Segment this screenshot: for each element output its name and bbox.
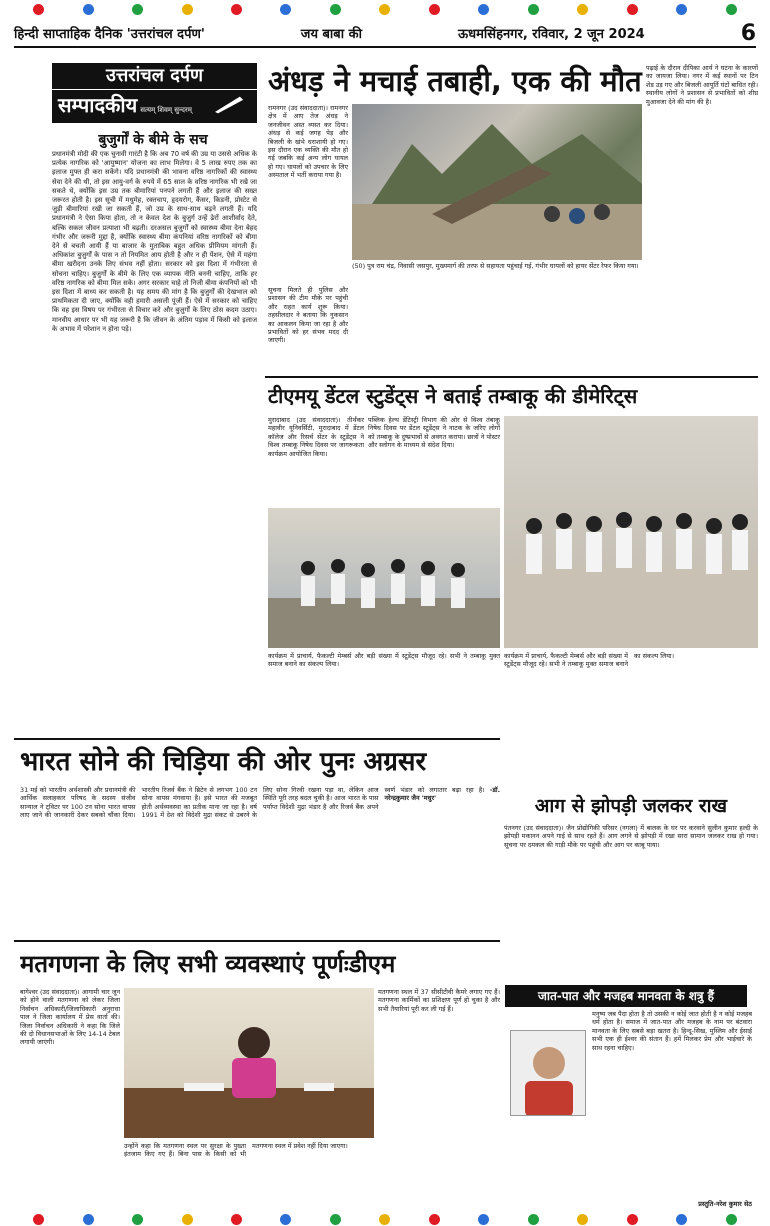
color-dot [280, 1214, 291, 1225]
color-strip-top [0, 0, 770, 18]
tmu-photo-1 [268, 508, 500, 648]
color-dot [726, 1214, 737, 1225]
pen-icon [210, 92, 250, 116]
color-dot [676, 4, 687, 15]
gold-signature: -डॉ. नरेन्द्रकुमार जैन 'मधुर' [384, 786, 500, 803]
color-dot [577, 4, 588, 15]
color-dot [726, 4, 737, 15]
color-dot [379, 1214, 390, 1225]
masthead-right: ऊधमसिंहनगर, रविवार, 2 जून 2024 [457, 27, 645, 42]
color-dot [83, 4, 94, 15]
gold-body: 31 मई को भारतीय अर्थशास्त्री और प्रधानमंत्री की आर्थिक सलाहकार परिषद के सदस्य संजीव सान्याल ने ट्विटर पर 100 टन सोना भारत वापस लाए जाने की जानकारी देकर सबको चौंका दिया। भारतीय रिजर्व बैंक ने ब्रिटेन से लगभग 100 टन सोना वापस मंगवाया है। इसे भारत की मजबूत होती अर्थव्यवस्था का प्रतीक माना जा रहा है। वर्ष 1991 में देश को विदेशी मुद्रा संकट से उबरने के लिए सोना गिरवी रखना पड़ा था, लेकिन आज स्थिति पूरी तरह बदल चुकी है। आज भारत के पास पर्याप्त विदेशी मुद्रा भंडार है और रिजर्व बैंक अपने स्वर्ण भंडार को लगातार बढ़ा रहा है। -डॉ. नरेन्द्रकुमार जैन 'मधुर' [20, 786, 500, 820]
tmu-body-3: कार्यक्रम में प्राचार्य, फैकल्टी मेम्बर्स और बड़ी संख्या में स्टूडेंट्स मौजूद रहे। सभी ने तम्बाकू मुक्त समाज बनाने का संकल्प लिया। [268, 652, 500, 669]
masthead-left: हिन्दी साप्ताहिक दैनिक 'उत्तरांचल दर्पण' [14, 27, 205, 42]
editorial-box-title: उत्तरांचल दर्पण [52, 63, 257, 90]
caste-body: मनुष्य जब पैदा होता है तो उसकी न कोई जात होती है न कोई मजहब धर्म होता है। समाज में जात-पात और मजहब के नाम पर बंटवारा मानवता के लिए सबसे बड़ा खतरा है। हिन्दू-सिख, मुस्लिम और ईसाई सभी एक ही ईश्वर की संतान हैं। हमें मिलकर प्रेम और भाईचारे के साथ रहना चाहिए। [592, 1010, 752, 1052]
color-dot [676, 1214, 687, 1225]
election-body-1: बागेश्वर (उद संवाददाता)। आगामी चार जून को होने वाली मतगणना को लेकर जिला निर्वाचन अधिकारी/जिलाधिकारी अनुराधा पाल ने जिला कार्यालय में प्रेस वार्ता की। जिला निर्वाचन अधिकारी ने कहा कि जिले की दो विधानसभाओं के लिए 14-14 टेबल लगायी जाएंगी। [20, 988, 120, 1047]
election-body-3: मतगणना स्थल में 37 सीसीटीवी कैमरे लगाए गए हैं। मतगणना कार्मिकों का प्रशिक्षण पूर्ण हो चुका है और सभी तैयारियां पूरी कर ली गई हैं। [378, 988, 500, 1013]
editorial-body: प्रधानमंत्री मोदी की एक चुनावी गारंटी है कि अब 70 वर्ष की उम्र या उससे अधिक के प्रत्येक नागरिक को 'आयुष्मान' योजना का लाभ मिलेगा। वे 5 लाख रुपए तक का इलाज मुफ्त ही करा सकेंगे। यदि प्रधानमंत्री की भावना वरिष्ठ नागरिकों की स्वास्थ्य सेवा देने की थी, तो इस आयु-वर्ग के रुपये में 65 साल के वरिष्ठ नागरिक भी रखे जा सकते थे, क्योंकि इस उम्र तक बीमारियां पनपने लगती हैं और इलाज की सख्त जरूरत होती है। इस सूची में मधुमेह, रक्तचाप, हृदयरोग, कैंसर, किडनी, प्रोस्टेट से जुड़ी बीमारियां रखी जा सकती हैं, जो उम्र के साथ-साथ बढ़ने लगती हैं। यदि प्रधानमंत्री ने ऐसा किया होता, तो न केवल देश के बुजुर्ग उन्हें ढेरों आशीर्वाद देते, बल्कि सकल जीवन प्रत्याशा भी बढ़ती। दरअसल बुजुर्गों को स्वास्थ्य बीमा देना बेहद गंभीर और जरूरी मुद्दा है, क्योंकि स्वास्थ्य बीमा कंपनियां वरिष्ठ नागरिकों को बीमा देने से बचती आयी हैं या बाजार के मुताबिक बहुत अधिक प्रीमियम मांगती हैं। अधिकांश बुजुर्गों के पास न तो नियमित आय होती है और न ही पेंशन, ऐसे में महंगा बीमा खरीदना उनके लिए संभव नहीं होता। सरकार को इस दिशा में गंभीरता से सोचना चाहिए। बुजुर्गों के बीमे के लिए एक व्यापक नीति बननी चाहिए, ताकि हर वरिष्ठ नागरिक को बीमा मिल सके। अगर सरकार चाहे तो निजी बीमा कंपनियों को भी इस दिशा में बाध्य कर सकती है। यह समय की मांग है कि बुजुर्गों की देखभाल को प्राथमिकता दी जाए, क्योंकि वही हमारी असली पूंजी हैं। ऐसे में सरकार को चाहिए कि वह इस विषय पर गंभीरता से विचार करे और बुजुर्गों के लिए ठोस कदम उठाए। मानवीय आधार पर भी यह जरूरी है कि जीवन के अंतिम पड़ाव में किसी को इलाज के अभाव में परेशान न होना पड़े। [52, 150, 257, 333]
color-dot [182, 4, 193, 15]
masthead [14, 20, 756, 48]
color-dot [33, 1214, 44, 1225]
color-dot [231, 4, 242, 15]
color-dot [429, 1214, 440, 1225]
color-dot [478, 4, 489, 15]
lead-caption: (50) पुत्र राम चंद्र, निवासी जसपुर, मुख्यमार्ग की तरफ से सहायता पहुंचाई गई, गंभीर घायलों को हायर सेंटर रेफर किया गया। [352, 262, 639, 270]
election-headline: मतगणना के लिए सभी व्यवस्थाएं पूर्णःडीएम [20, 950, 396, 978]
tmu-body-3-right: कार्यक्रम में प्राचार्य, फैकल्टी मेम्बर्स और बड़ी संख्या में स्टूडेंट्स मौजूद रहे। सभी ने तम्बाकू मुक्त समाज बनाने का संकल्प लिया। [504, 652, 674, 669]
color-dot [33, 4, 44, 15]
color-dot [627, 1214, 638, 1225]
divider [14, 738, 500, 740]
color-dot [429, 4, 440, 15]
lead-body-1: रामनगर (उद संवाददाता)। रामनगर क्षेत्र में आए तेज अंधड़ ने जनजीवन अस्त व्यस्त कर दिया। अंधड़ से कई जगह पेड़ और बिजली के खंभे धराशायी हो गए। इस दौरान एक व्यक्ति की मौत हो गई जबकि कई अन्य लोग घायल हो गए। घायलों को उपचार के लिए अस्पताल में भर्ती कराया गया है। [268, 104, 348, 180]
tmu-body-2: पब्लिक हेल्थ डेंटिस्ट्री विभाग की ओर से विश्व तंबाकू निषेध दिवस पर डेंटल स्टूडेंट्स ने नाटक के जरिए लोगों को तम्बाकू के दुष्प्रभावों से अवगत कराया। छात्रों ने पोस्टर और स्लोगन के माध्यम से संदेश दिया। [368, 416, 500, 450]
color-dot [330, 1214, 341, 1225]
tmu-photo-2 [504, 416, 758, 648]
editorial-headline: बुजुर्गों के बीमे के सच [98, 132, 208, 148]
color-dot [83, 1214, 94, 1225]
divider [265, 376, 758, 378]
tmu-headline: टीएमयू डेंटल स्टुडेंट्स ने बताई तम्बाकू की डीमेरिट्स [268, 384, 638, 408]
editorial-tagline: सत्यम् शिवम् सुन्दरम् [140, 106, 192, 114]
color-dot [577, 1214, 588, 1225]
fire-body: पंतनगर (उद संवाददाता)। जैन प्रोद्योगिकी परिसर (नगला) में बालक के घर पर करवाने सुलीन कुमार हल्दी के झोपड़ी मकानन अपने गाई से साथ रहते हैं। आग लगने से झोपड़ी में रखा सारा सामान जलकर राख हो गया। सूचना पर दमकल की गाड़ी मौके पर पहुंची और आग पर काबू पाया। [504, 824, 758, 849]
election-body-2: उन्होंने कहा कि मतगणना स्थल पर सुरक्षा के पुख्ता इंतजाम किए गए हैं। बिना पास के किसी को भी मतगणना स्थल में प्रवेश नहीं दिया जाएगा। [124, 1142, 348, 1159]
caste-headline: जात-पात और मजहब मानवता के शत्रु हैं [505, 985, 747, 1007]
color-dot [132, 1214, 143, 1225]
color-dot [528, 4, 539, 15]
caste-signature: प्रस्तुति-नरेश कुमार सेठ [698, 1200, 752, 1208]
color-strip-bottom [0, 1212, 770, 1226]
color-dot [280, 4, 291, 15]
lead-body-2: सूचना मिलते ही पुलिस और प्रशासन की टीम मौके पर पहुंची और राहत कार्य शुरू किया। तहसीलदार ने बताया कि नुकसान का आकलन किया जा रहा है और प्रभावितों को हर संभव मदद दी जाएगी। [268, 286, 348, 345]
lead-headline: अंधड़ ने मचाई तबाही, एक की मौत [268, 64, 642, 98]
color-dot [330, 4, 341, 15]
lead-body-3: पढ़ाई के दौरान दीपिका आर्य ने घटना के कारणों का जायजा लिया। नगर में कई स्थानों पर टिन शेड उड़ गए और बिजली आपूर्ति घंटों बाधित रही। स्थानीय लोगों ने प्रशासन से प्रभावितों को शीघ्र मुआवजा देने की मांग की है। [646, 64, 758, 106]
color-dot [379, 4, 390, 15]
color-dot [478, 1214, 489, 1225]
tmu-body-1: मुरादाबाद (उद संवाददाता)। तीर्थंकर महावीर यूनिवर्सिटी, मुरादाबाद में डेंटल कॉलेज और रिसर्च सेंटर के स्टुडेंट्स ने विश्व तम्बाकू निषेध दिवस पर जागरूकता कार्यक्रम आयोजित किया। [268, 416, 364, 458]
color-dot [627, 4, 638, 15]
color-dot [132, 4, 143, 15]
color-dot [182, 1214, 193, 1225]
gold-headline: भारत सोने की चिड़िया की ओर पुनः अग्रसर [20, 747, 427, 777]
author-photo [510, 1030, 586, 1116]
editorial-box-subtitle: सम्पादकीय सत्यम् शिवम् सुन्दरम् [58, 93, 192, 117]
masthead-center: जय बाबा की [300, 27, 362, 42]
color-dot [528, 1214, 539, 1225]
fire-headline: आग से झोपड़ी जलकर राख [534, 795, 728, 817]
divider [14, 940, 500, 942]
storm-damage-photo [352, 104, 642, 260]
dm-press-photo [124, 988, 374, 1138]
page-number: 6 [740, 20, 756, 46]
color-dot [231, 1214, 242, 1225]
